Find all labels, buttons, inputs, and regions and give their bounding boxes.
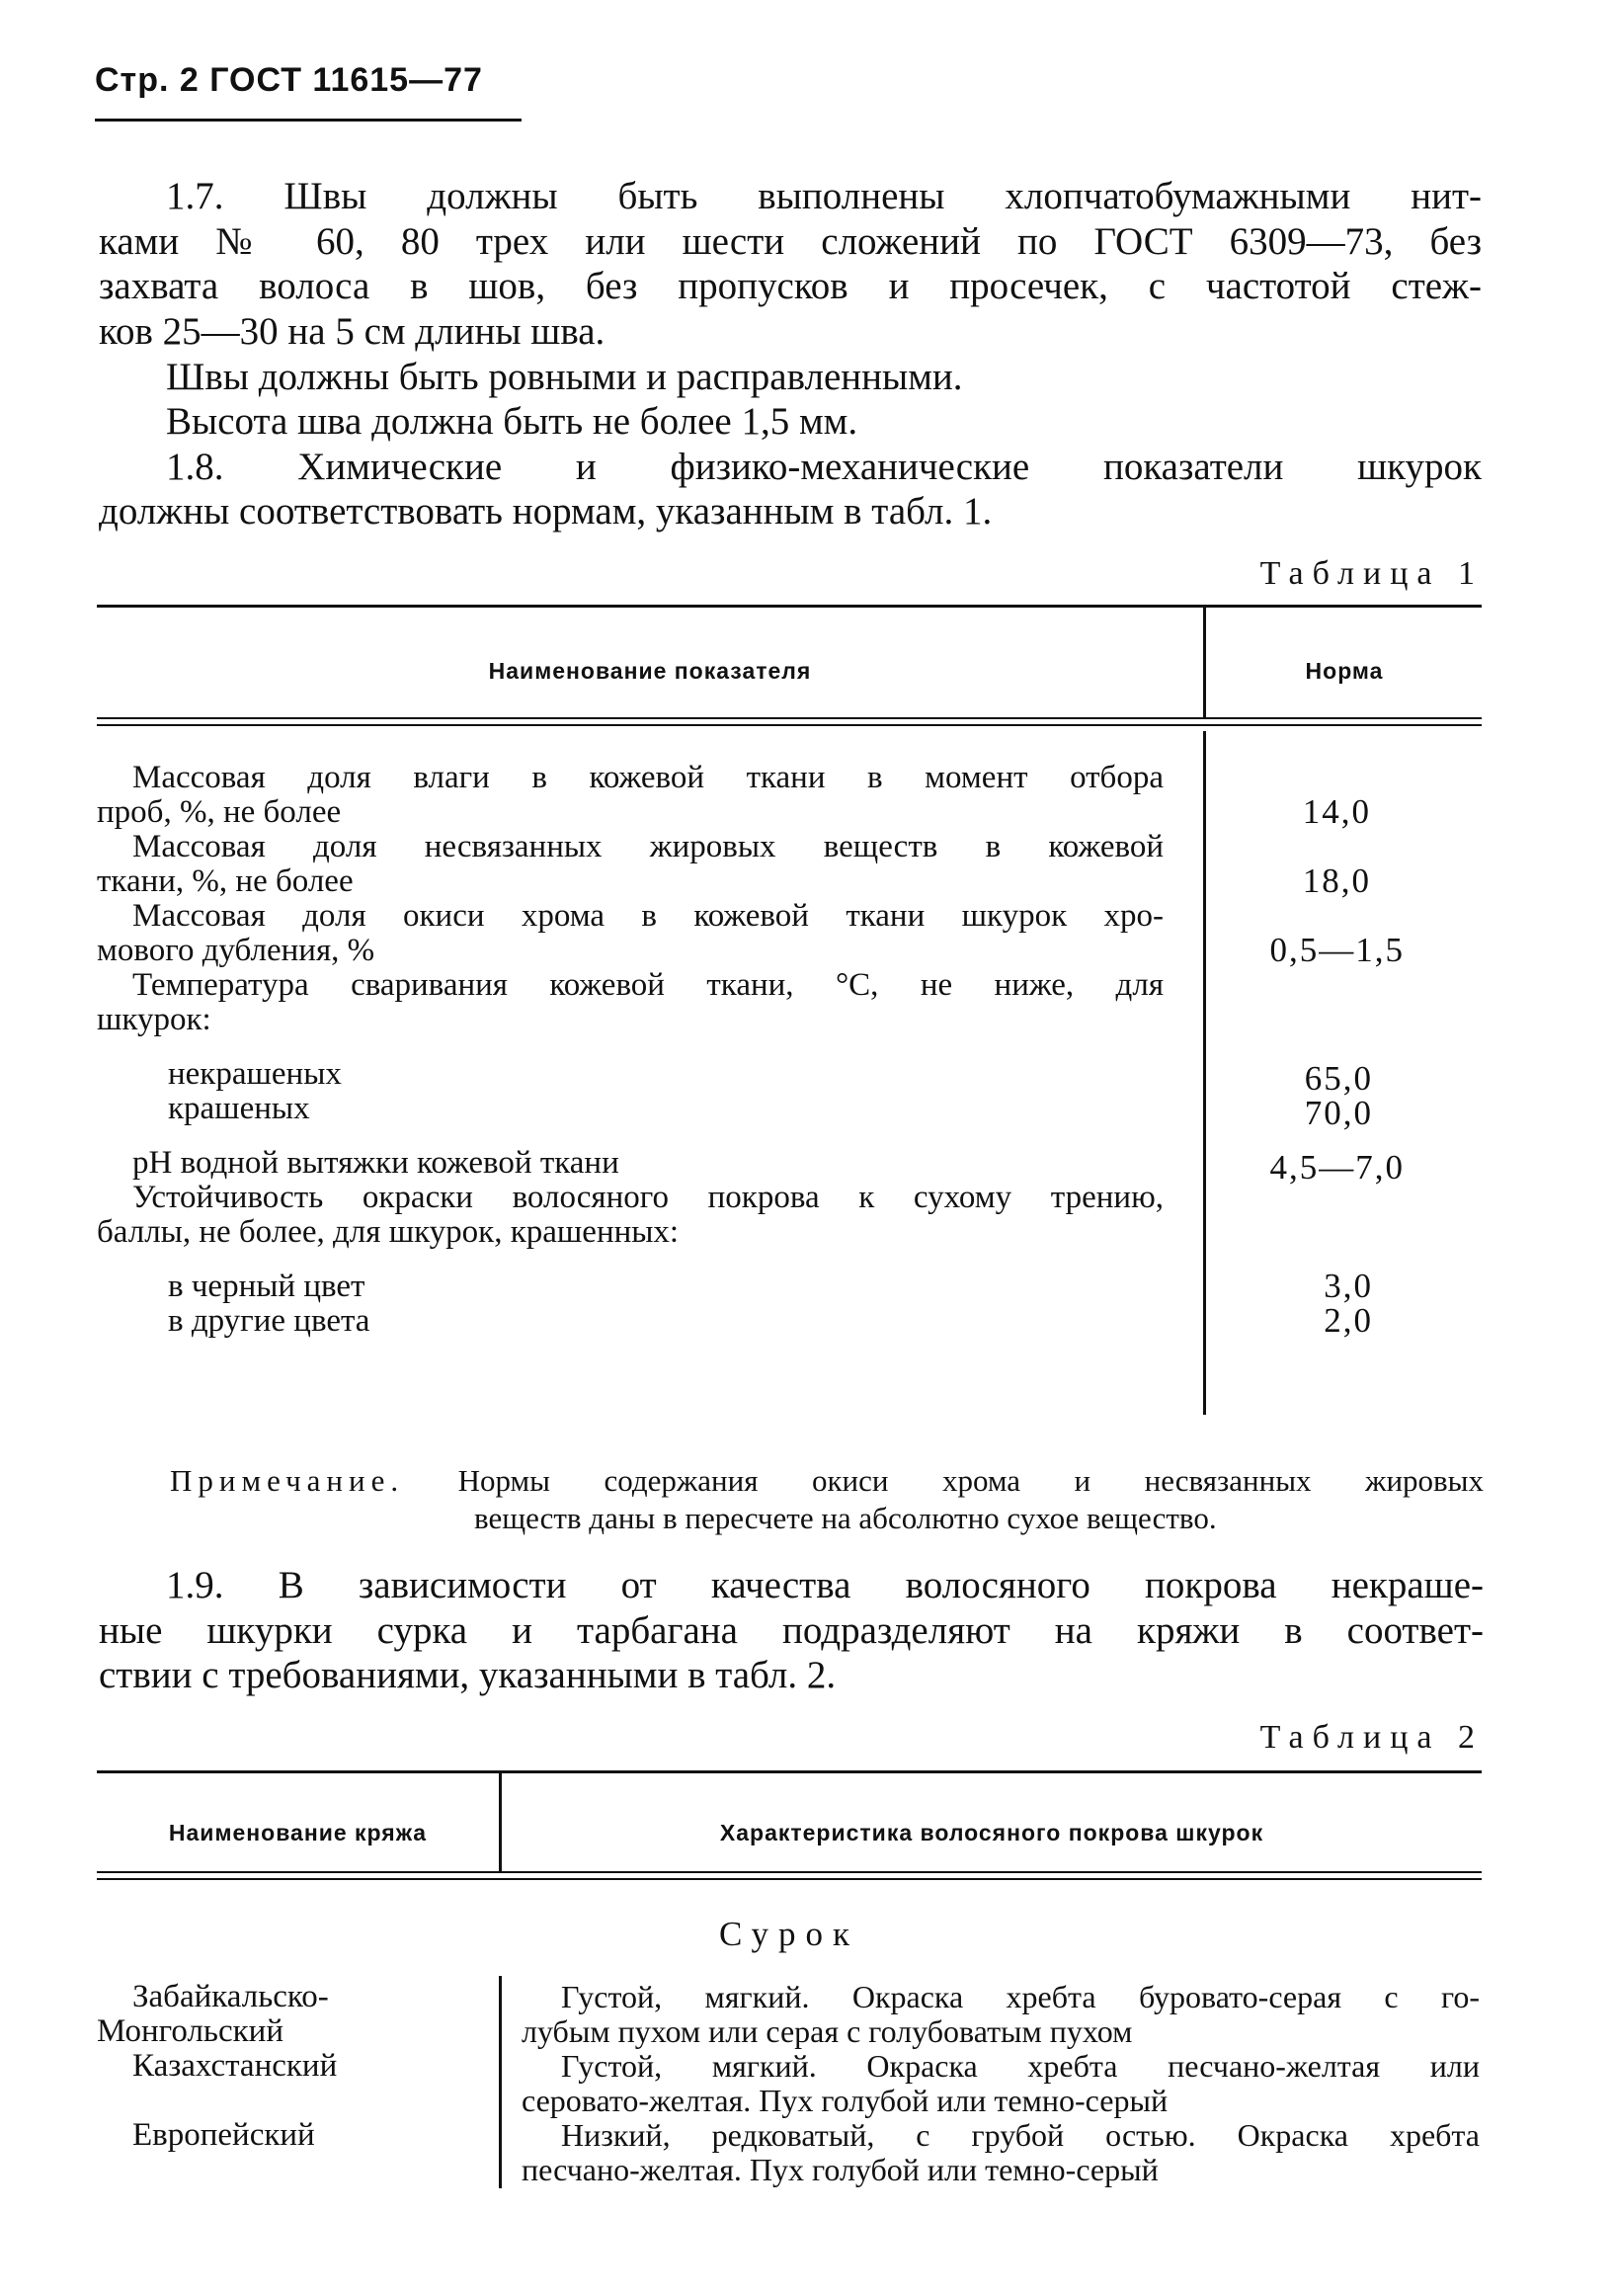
table-row: шкурок: [97,1002,211,1037]
header-rule [95,119,522,122]
p1-7-line-3: захвата волоса в шов, без пропусков и просечек, с частотой стеж- [99,265,1482,308]
table-row: баллы, не более, для шкурок, крашенных: [97,1214,680,1250]
value-other: 2,0 [1324,1301,1373,1340]
table-1-top-rule [97,605,1482,608]
table-2-body-divider [499,1976,502,2188]
value-dyed: 70,0 [1304,1094,1373,1132]
table-2-caption: Таблица 2 [1259,1719,1484,1756]
desc-evropeysky [522,2118,1480,2187]
desc-kazakhstansky [522,2049,1480,2118]
value-moisture: 14,0 [1302,792,1371,831]
table-1-col-name: Наименование показателя [488,658,812,684]
table-1-caption: Таблица 1 [1259,555,1484,592]
value-black: 3,0 [1324,1267,1373,1305]
value-chrome: 0,5—1,5 [1269,931,1405,969]
kryazh-zab-line-2: Монгольский [97,2013,283,2049]
p1-7-line-1: 1.7. Швы должны быть выполнены хлопчатобумажными нит- [166,175,1482,217]
table-1-body [97,761,1164,1339]
table-1-col-norm: Норма [1305,658,1384,684]
desc-kaz-line-2: серовато-желтая. Пух голубой или темно-серый [522,2083,1169,2118]
desc-eur-line-1: Низкий, редковатый, с грубой остью. Окраска хребта [561,2117,1480,2153]
p1-7-line-2: ками № 60, 80 трех или шести сложений по ГОСТ 6309—73, без [99,219,1482,263]
value-undyed: 65,0 [1304,1059,1373,1098]
table-2-header-rule-2 [97,1878,1482,1880]
table-1-header-rule-1 [97,717,1482,719]
section-surok: Сурок [719,1915,859,1953]
desc-kaz-line-1: Густой, мягкий. Окраска хребта песчано-желтая или [561,2048,1480,2084]
table-row: проб, %, не более [97,794,342,830]
table-row: в черный цвет [168,1269,365,1304]
p1-9-line-2: ные шкурки сурка и тарбагана подразделяют на кряжи в соответ- [99,1608,1484,1652]
table-row: крашеных [168,1091,310,1126]
table-2-header-rule-1 [97,1871,1482,1873]
table-row: Температура сваривания кожевой ткани, °С, не ниже, для [132,967,1164,1003]
desc-zab-line-2: лубым пухом или серая с голубоватым пухом [522,2013,1133,2049]
value-ph: 4,5—7,0 [1269,1148,1405,1187]
table-1-note [170,1462,1484,1537]
desc-zabaikalsko [522,1980,1480,2049]
kryazh-zab-line-1: Забайкальско- [132,1979,329,2014]
p1-8-line-1: 1.8. Химические и физико-механические показатели шкурок [166,445,1482,488]
table-row: Устойчивость окраски волосяного покрова к сухому трению, [132,1180,1164,1215]
note-line-2: веществ даны в пересчете на абсолютно сухое вещество. [474,1501,1217,1535]
kryazh-zabaikalsko [97,1979,329,2049]
kryazh-evropeysky: Европейский [132,2117,315,2153]
desc-eur-line-2: песчано-желтая. Пух голубой или темно-серый [522,2152,1159,2187]
table-row: Массовая доля несвязанных жировых веществ в кожевой [132,829,1164,864]
table-2-col-desc: Характеристика волосяного покрова шкурок [719,1820,1264,1845]
table-row: ткани, %, не более [97,863,354,899]
note-line-1: Нормы содержания окиси хрома и несвязанных жировых [457,1463,1484,1498]
seam-height-text: Высота шва должна быть не более 1,5 мм. [166,400,858,444]
desc-zab-line-1: Густой, мягкий. Окраска хребта буровато-серая с го- [561,1979,1480,2014]
table-1-header-rule-2 [97,724,1482,726]
table-row: мового дубления, % [97,933,375,968]
table-row: Массовая доля окиси хрома в кожевой ткани шкурок хро- [132,898,1164,934]
table-row: в другие цвета [168,1303,370,1339]
table-2-top-rule [97,1770,1482,1773]
p1-8-line-2: должны соответствовать нормам, указанным в табл. 1. [99,490,993,533]
p1-9-line-1: 1.9. В зависимости от качества волосяного покрова некраше- [166,1564,1484,1606]
p1-7-line-4: ков 25—30 на 5 см длины шва. [99,309,605,353]
table-row: некрашеных [168,1056,342,1092]
paragraph-1-7 [99,174,1482,534]
value-fat: 18,0 [1302,861,1371,900]
seams-even-text: Швы должны быть ровными и расправленными. [166,355,963,398]
p1-9-line-3: ствии с требованиями, указанными в табл. 2. [99,1654,837,1697]
note-label: Примечание. [170,1463,405,1498]
table-row: pH водной вытяжки кожевой ткани [132,1145,619,1181]
table-row: Массовая доля влаги в кожевой ткани в момент отбора [132,760,1164,795]
kryazh-kazakhstansky: Казахстанский [132,2048,338,2084]
paragraph-1-9 [99,1563,1484,1698]
table-2-col-name: Наименование кряжа [168,1820,428,1845]
running-head: Стр. 2 ГОСТ 11615—77 [95,61,483,99]
